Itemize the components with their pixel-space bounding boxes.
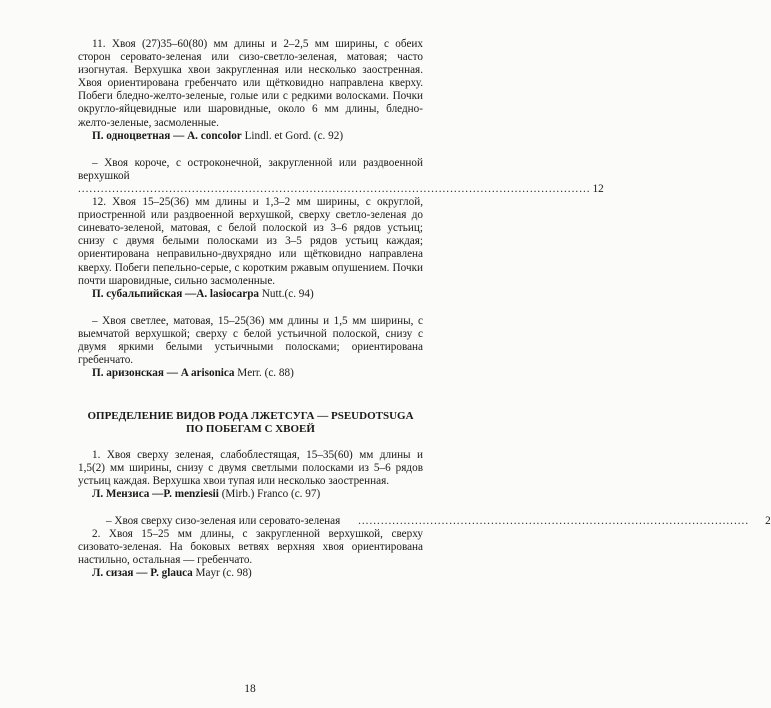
result-author: Merr. (с. 88) [237,367,294,380]
result-author: Nutt.(с. 94) [261,287,314,300]
result-name: П. аризонская — A arisonica [92,367,235,380]
key-entry-11: 11. Хвоя (27)35–60(80) мм длины и 2–2,5 мм ширины, с обеих сторон серовато-зеленая или сизо-светло-зеленая, матовая; часто изогнутая. Верхушка хвои закругленная или несколько заостренная. Хвоя ориентирована гребенчато или щётковидно направлена кверху. Побеги бледно-желто-зеленые, голые или с редкими волосками. Почки округло-яйцевидные или шаровидные, около 6 мм длины, бледно-желто-зеленые, засмоленные. [78,38,423,129]
result-name: П. субальпийская —A. lasiocarpa [92,287,260,300]
alt-text: – Хвоя короче, с остроконечной, закругленной или раздвоенной верхушкой [78,156,423,182]
result-author: Mayr (с. 98) [195,567,252,580]
alt-text: – Хвоя сверху сизо-зеленая или серовато-зеленая [106,515,341,528]
result-abies-concolor [78,130,423,143]
heading-line-2: ПО ПОБЕГАМ С ХВОЕЙ [186,423,315,436]
key-entry-1: 1. Хвоя сверху зеленая, слабоблестящая, 15–35(60) мм длины и 1,5(2) мм ширины, снизу с двумя светлыми полосками из 5–6 рядов устьиц каждая. Верхушка хвои тупая или несколько заостренная. [78,448,423,487]
result-pseudotsuga-glauca [78,567,423,580]
result-name: П. одноцветная — A. concolor [92,129,242,142]
lead-number: 2 [765,515,771,528]
heading-line-1: ОПРЕДЕЛЕНИЕ ВИДОВ РОДА ЛЖЕТСУГА — PSEUDOTSUGA [87,410,414,423]
result-pseudotsuga-menziesii [78,488,423,501]
key-alt-entry-1 [78,515,771,528]
key-entry-2: 2. Хвоя 15–25 мм длины, с закругленной верхушкой, сверху сизовато-зеленая. На боковых ветвях верхняя хвоя ориентирована настильно, остальная — гребенчато. [78,528,423,567]
result-author: (Mirb.) Franco (с. 97) [221,487,321,500]
dot-leader: ....................................................................................................... [354,515,750,528]
result-author: Lindl. et Gord. (с. 92) [244,129,344,142]
text-column [78,38,771,581]
result-abies-lasiocarpa [78,288,423,301]
result-name: Л. сизая — P. glauca [92,567,193,580]
section-heading [78,410,423,436]
key-entry-12: 12. Хвоя 15–25(36) мм длины и 1,3–2 мм ширины, с округлой, приостренной или раздвоенной верхушкой, сверху светло-зеленая до синевато-зеленой, матовая, с белой полоской из 3–6 рядов устьиц; снизу с двумя белыми полосками из 3–5 рядов устьиц каждая; ориентирована неправильно-двухрядно или щётковидно направлена кверху. Побеги пепельно-серые, с коротким ржавым опушением. Почки почти шаровидные, сильно засмоленные. [78,196,423,287]
lead-number: 12 [592,182,604,195]
page-number: 18 [244,683,256,695]
result-abies-arisonica [78,367,423,380]
key-alt-entry-11 [78,157,423,183]
result-name: Л. Мензиса —P. menziesii [92,487,219,500]
dot-leader: ....................................................................................................................................... [78,182,591,195]
leader-line [78,182,604,196]
key-alt-entry-12: – Хвоя светлее, матовая, 15–25(36) мм длины и 1,5 мм ширины, с выемчатой верхушкой; сверху с белой устьичной полоской, снизу с двумя яркими белыми устьичными полосками; ориентирована гребенчато. [78,314,423,367]
